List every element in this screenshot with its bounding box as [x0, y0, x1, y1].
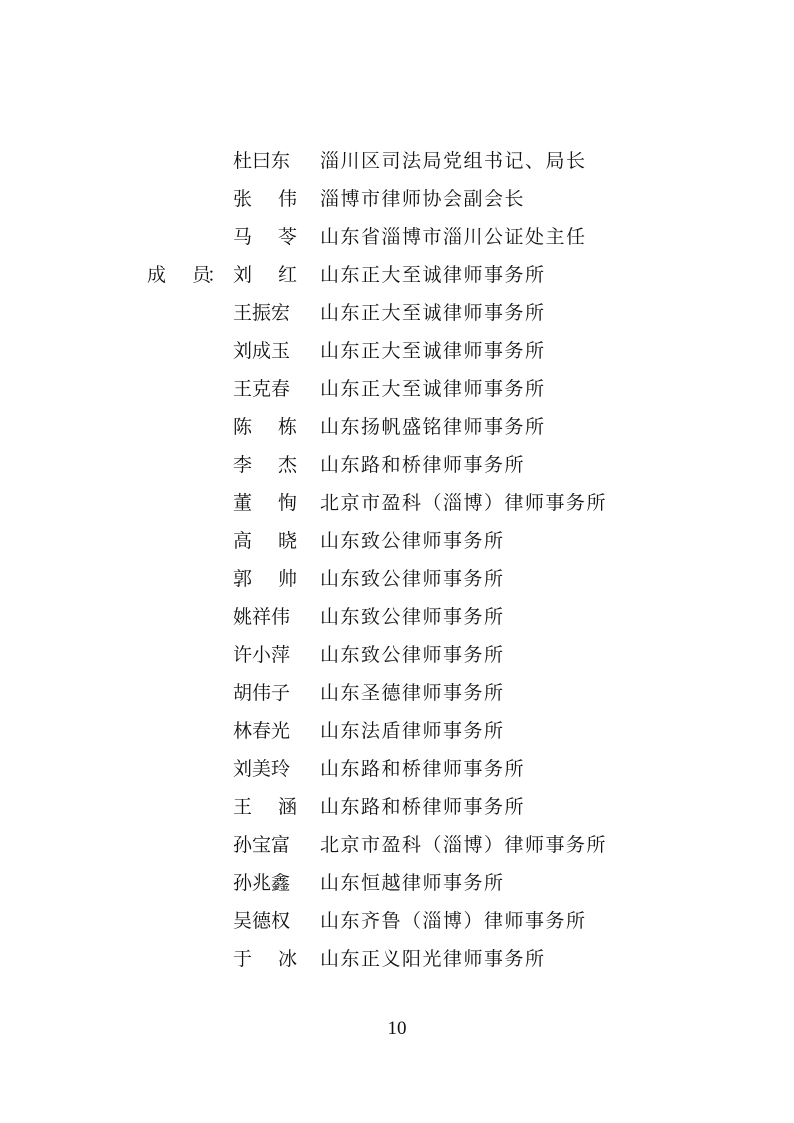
list-item	[0, 674, 794, 712]
member-name: 孙宝富	[233, 834, 291, 856]
member-organization: 北京市盈科（淄博）律师事务所	[320, 834, 608, 856]
member-name: 王 涵	[233, 796, 297, 818]
member-organization: 山东省淄博市淄川公证处主任	[320, 226, 587, 248]
member-name: 王克春	[233, 378, 291, 400]
list-item	[0, 332, 794, 370]
list-item	[0, 864, 794, 902]
list-item	[0, 636, 794, 674]
member-organization: 山东正大至诚律师事务所	[320, 264, 546, 286]
member-name: 郭 帅	[233, 568, 297, 590]
member-organization: 山东正大至诚律师事务所	[320, 302, 546, 324]
member-organization: 山东正义阳光律师事务所	[320, 948, 546, 970]
member-organization: 山东路和桥律师事务所	[320, 454, 526, 476]
member-name: 刘成玉	[233, 340, 291, 362]
list-item	[0, 560, 794, 598]
member-organization: 山东扬帆盛铭律师事务所	[320, 416, 546, 438]
member-name: 许小萍	[233, 644, 291, 666]
list-item	[0, 408, 794, 446]
member-name: 陈 栋	[233, 416, 297, 438]
list-item	[0, 218, 794, 256]
list-item	[0, 902, 794, 940]
list-item	[0, 826, 794, 864]
member-name: 林春光	[233, 720, 291, 742]
member-name: 高 晓	[233, 530, 297, 552]
list-item	[0, 598, 794, 636]
member-name: 张 伟	[233, 188, 297, 210]
member-name: 孙兆鑫	[233, 872, 291, 894]
list-item	[0, 940, 794, 978]
member-name: 董 恂	[233, 492, 297, 514]
member-organization: 山东致公律师事务所	[320, 530, 505, 552]
member-organization: 山东法盾律师事务所	[320, 720, 505, 742]
member-name: 刘 红	[233, 264, 297, 286]
member-organization: 山东致公律师事务所	[320, 568, 505, 590]
list-item	[0, 484, 794, 522]
member-organization: 山东正大至诚律师事务所	[320, 378, 546, 400]
member-organization: 山东圣德律师事务所	[320, 682, 505, 704]
list-item	[0, 712, 794, 750]
member-organization: 山东路和桥律师事务所	[320, 796, 526, 818]
list-item	[0, 142, 794, 180]
member-name: 杜曰东	[233, 150, 291, 172]
member-organization: 淄川区司法局党组书记、局长	[320, 150, 587, 172]
list-item	[0, 294, 794, 332]
list-item	[0, 522, 794, 560]
member-organization: 山东正大至诚律师事务所	[320, 340, 546, 362]
member-name: 吴德权	[233, 910, 291, 932]
list-item	[0, 788, 794, 826]
member-name: 姚祥伟	[233, 606, 291, 628]
member-name: 于 冰	[233, 948, 297, 970]
member-organization: 北京市盈科（淄博）律师事务所	[320, 492, 608, 514]
member-name: 李 杰	[233, 454, 297, 476]
list-item	[0, 256, 794, 294]
member-name: 马 苓	[233, 226, 297, 248]
page-number: 10	[387, 1018, 407, 1039]
member-name: 刘美玲	[233, 758, 291, 780]
member-list	[0, 142, 794, 978]
list-item	[0, 180, 794, 218]
members-role-label: 成 员	[147, 264, 211, 286]
member-name: 王振宏	[233, 302, 291, 324]
member-organization: 山东齐鲁（淄博）律师事务所	[320, 910, 587, 932]
member-organization: 淄博市律师协会副会长	[320, 188, 526, 210]
list-item	[0, 370, 794, 408]
member-name: 胡伟子	[233, 682, 291, 704]
member-organization: 山东路和桥律师事务所	[320, 758, 526, 780]
member-organization: 山东致公律师事务所	[320, 644, 505, 666]
list-item	[0, 750, 794, 788]
role-colon: ：	[207, 264, 227, 286]
list-item	[0, 446, 794, 484]
member-organization: 山东恒越律师事务所	[320, 872, 505, 894]
member-organization: 山东致公律师事务所	[320, 606, 505, 628]
